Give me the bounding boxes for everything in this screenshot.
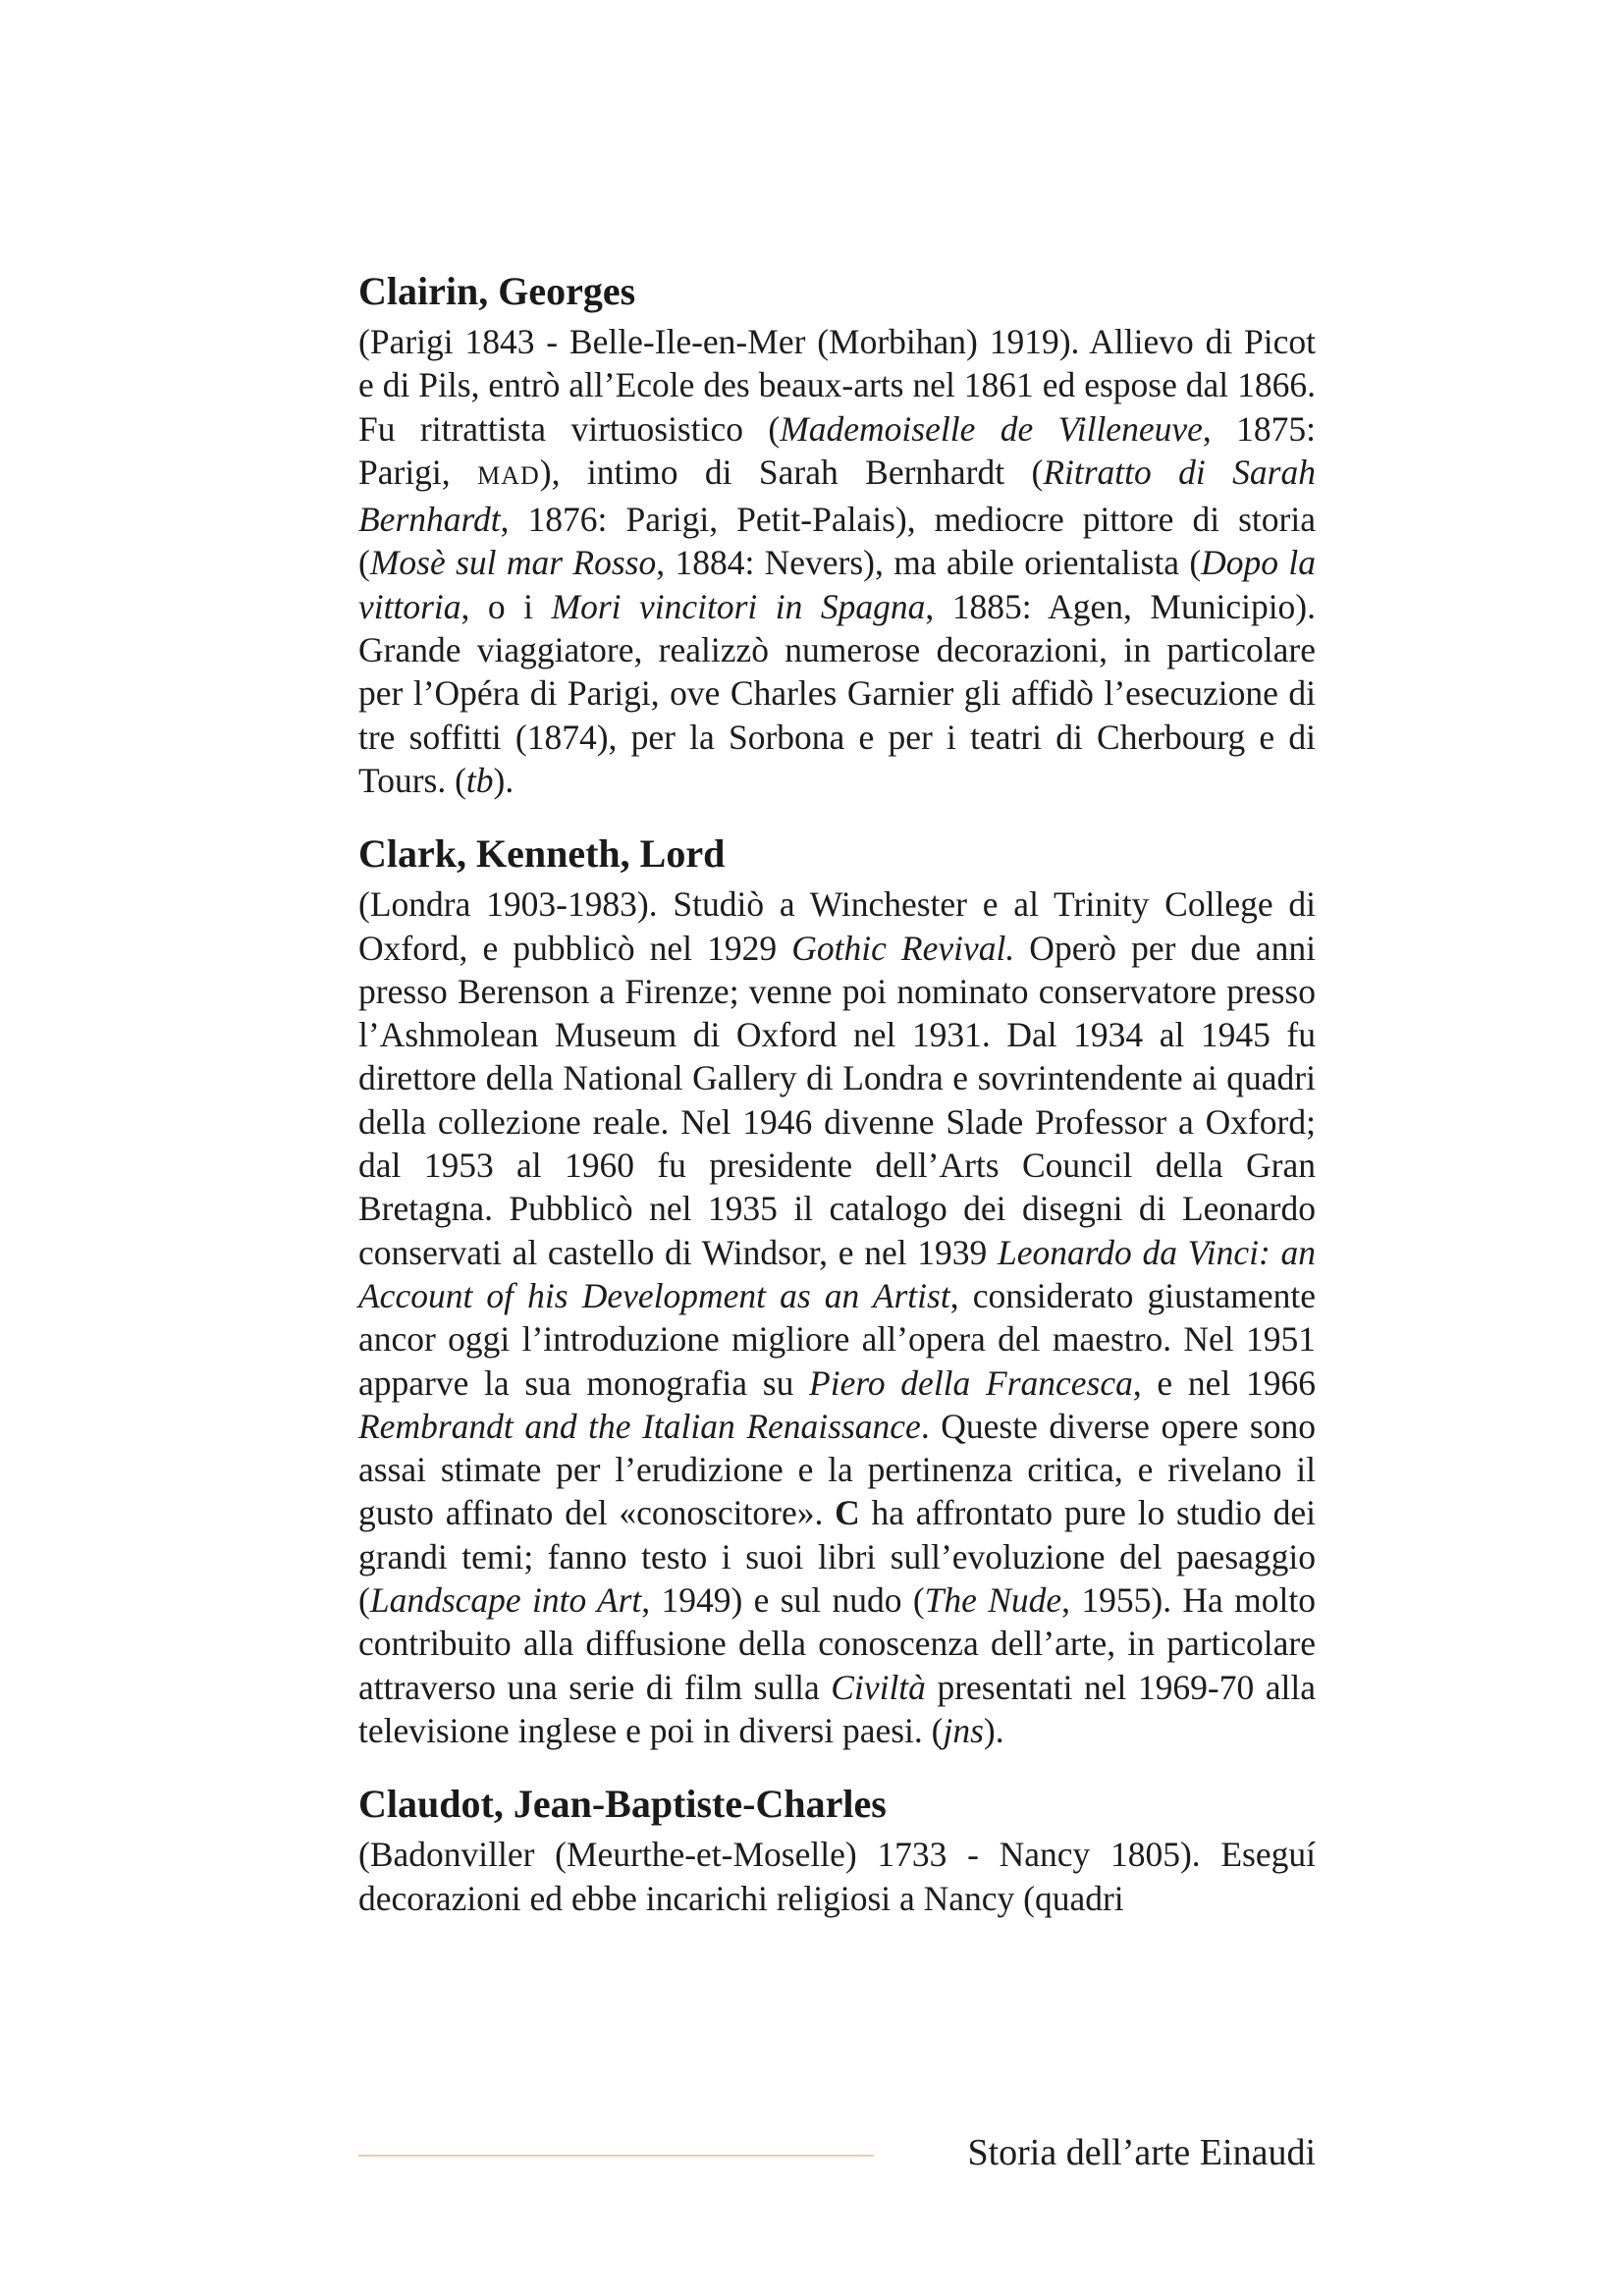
body-text: (Badonviller (Meurthe-et-Moselle) 1733 - Nancy 1805). Eseguí decorazioni ed ebbe incarichi religiosi a Nancy (quadri: [358, 1835, 1316, 1918]
body-text: . Queste diverse opere sono assai stimate per l’erudizione e la pertinenza critica, e rivelano il gusto affinato del «conoscitore».: [358, 1406, 1316, 1533]
italic-text: The Nude: [924, 1580, 1062, 1621]
page-footer: [358, 2128, 1316, 2177]
entry: [358, 829, 1316, 1752]
italic-text: Ritratto di Sarah Bernhardt: [358, 452, 1316, 540]
body-text: , 1955). Ha molto contribuito alla diffusione della conoscenza dell’arte, in particolare attraverso una serie di film sulla: [358, 1580, 1316, 1707]
body-text: Operò per due anni presso Berenson a Firenze; venne poi nominato conservatore presso l’Ashmolean Museum di Oxford nel 1931. Dal 1934 al 1945 fu direttore della National Gallery di Londra e sovrintendente ai quadri della collezione reale. Nel 1946 divenne Slade Professor a Oxford; dal 1953 al 1960 fu presidente dell’Arts Council della Gran Bretagna. Pubblicò nel 1935 il catalogo dei disegni di Leonardo conservati al castello di Windsor, e nel 1939: [358, 928, 1316, 1272]
footer-rule: [358, 2155, 874, 2157]
italic-text: Rembrandt and the Italian Renaissance: [358, 1406, 921, 1446]
small-caps-text: MAD: [477, 460, 540, 490]
italic-text: tb: [465, 760, 494, 800]
body-text: presentati nel 1969-70 alla televisione inglese e poi in diversi paesi. (: [358, 1667, 1316, 1750]
bold-text: C: [835, 1493, 860, 1533]
italic-text: Civiltà: [831, 1667, 926, 1707]
entry-body: [358, 320, 1316, 802]
body-text: , considerato giustamente ancor oggi l’introduzione migliore all’opera del maestro. Nel 1951 apparve la sua monografia su: [358, 1275, 1316, 1403]
body-text: ), intimo di Sarah Bernhardt (: [539, 452, 1044, 492]
body-text: ).: [493, 760, 514, 800]
body-text: ha affrontato pure lo studio dei grandi temi; fanno testo i suoi libri sull’evoluzione del paesaggio (: [358, 1493, 1316, 1621]
body-text: , 1875: Parigi,: [358, 408, 1316, 492]
body-text: , 1884: Nevers), ma abile orientalista (: [656, 543, 1202, 583]
italic-text: Mori vincitori in Spagna: [551, 586, 926, 626]
body-text: (Parigi 1843 - Belle-Ile-en-Mer (Morbihan) 1919). Allievo di Picot e di Pils, entrò all’Ecole des beaux-arts nel 1861 ed espose dal 1866. Fu ritrattista virtuosistico (: [358, 322, 1316, 449]
italic-text: Piero della Francesca: [809, 1362, 1133, 1403]
entry-body: [358, 882, 1316, 1752]
entry-title: Clairin, Georges: [358, 269, 636, 313]
body-text: , 1885: Agen, Municipio). Grande viaggiatore, realizzò numerose decorazioni, in particolare per l’Opéra di Parigi, ove Charles Garnier gli affidò l’esecuzione di tre soffitti (1874), per la Sorbona e per i teatri di Cherbourg e di Tours. (: [358, 586, 1316, 800]
italic-text: jns: [943, 1710, 984, 1750]
document-page: [358, 267, 1316, 1948]
footer-title: Storia dell’arte Einaudi: [967, 2132, 1316, 2173]
body-text: , o i: [460, 586, 552, 626]
entry: [358, 1780, 1316, 1920]
entry: [358, 267, 1316, 802]
italic-text: Mosè sul mar Rosso: [369, 543, 657, 583]
body-text: , 1876: Parigi, Petit-Palais), mediocre pittore di storia (: [358, 500, 1316, 583]
body-text: , 1949) e sul nudo (: [641, 1580, 925, 1621]
body-text: (Londra 1903-1983). Studiò a Winchester e al Trinity College di Oxford, e pubblicò nel 1929: [358, 884, 1316, 968]
italic-text: Dopo la vittoria: [358, 543, 1317, 626]
italic-text: Leonardo da Vinci: an Account of his Development as an Artist: [358, 1232, 1316, 1315]
body-text: , e nel 1966: [1132, 1362, 1316, 1403]
entry-title: Claudot, Jean-Baptiste-Charles: [358, 1782, 887, 1827]
italic-text: Mademoiselle de Villeneuve: [780, 408, 1203, 449]
entry-body: [358, 1833, 1316, 1920]
italic-text: Gothic Revival.: [791, 928, 1015, 968]
body-text: ).: [983, 1710, 1004, 1750]
entry-title: Clark, Kenneth, Lord: [358, 831, 726, 877]
italic-text: Landscape into Art: [369, 1580, 642, 1621]
